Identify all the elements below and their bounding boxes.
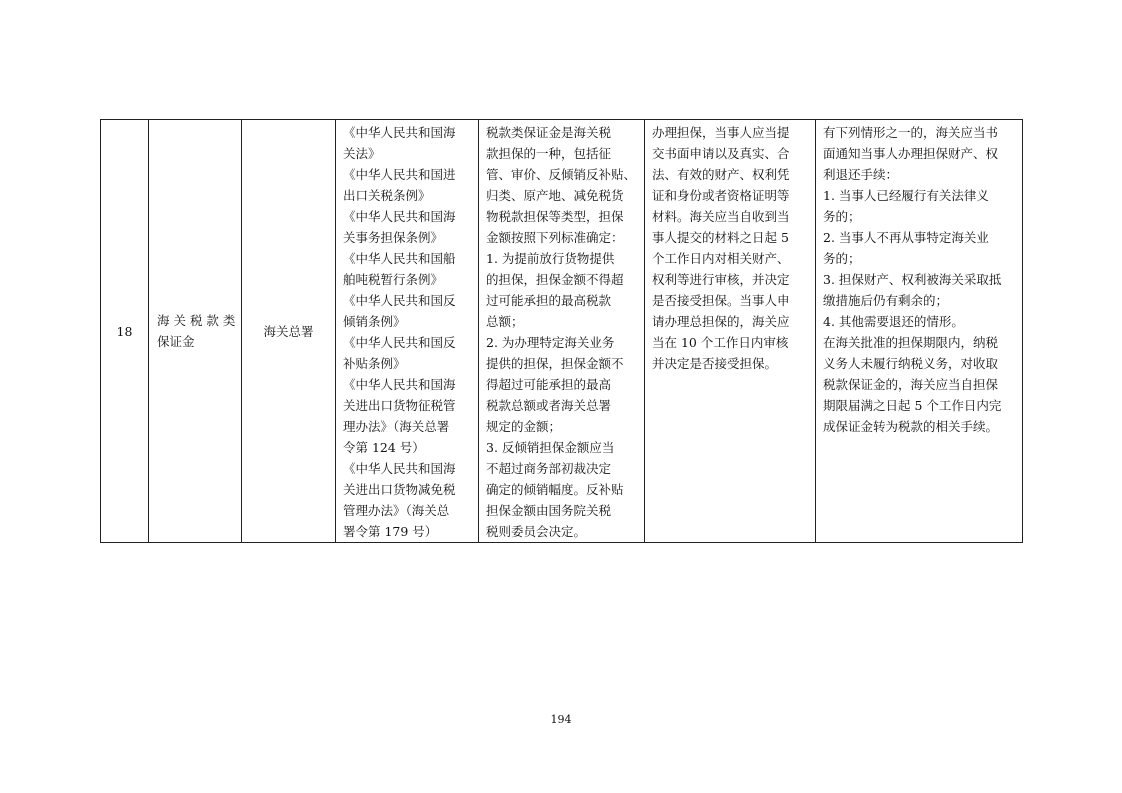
department-cell [242, 120, 336, 543]
description-line: 提供的担保，担保金额不 [486, 356, 624, 371]
refund-line: 3. 担保财产、权利被海关采取抵 [823, 272, 1002, 287]
legal-basis-line: 倾销条例》 [343, 314, 406, 329]
legal-basis-line: 《中华人民共和国海 [343, 377, 456, 392]
description-line: 款担保的一种，包括征 [486, 146, 612, 161]
fee-table [100, 119, 1023, 543]
refund-line: 税款保证金的，海关应当自担保 [823, 377, 999, 392]
description-line: 担保金额由国务院关税 [486, 503, 612, 518]
description-line: 确定的倾销幅度。反补贴 [486, 482, 624, 497]
refund-line: 2. 当事人不再从事特定海关业 [823, 230, 989, 245]
legal-basis [336, 120, 478, 542]
description-line: 不超过商务部初裁决定 [486, 461, 612, 476]
item-name-cell [149, 120, 242, 543]
procedure-line: 证和身份或者资格证明等 [652, 188, 790, 203]
description-line: 得超过可能承担的最高 [486, 377, 612, 392]
description-line: 金额按照下列标准确定： [486, 230, 624, 245]
procedure-line: 是否接受担保。当事人申 [652, 293, 790, 308]
description-line: 税款总额或者海关总署 [486, 398, 612, 413]
procedure-line: 并决定是否接受担保。 [652, 356, 778, 371]
refund-line: 在海关批准的担保期限内，纳税 [823, 335, 999, 350]
procedure-line: 交书面申请以及真实、合 [652, 146, 790, 161]
description-line: 管、审价、反倾销反补贴、 [486, 167, 637, 182]
legal-basis-line: 《中华人民共和国海 [343, 461, 456, 476]
refund-line: 期限届满之日起 5 个工作日内完 [823, 398, 1002, 413]
legal-basis-line: 出口关税条例》 [343, 188, 431, 203]
table-row [101, 120, 1023, 543]
legal-basis-line: 管理办法》（海关总 [343, 503, 450, 518]
procedure-line: 当在 10 个工作日内审核 [652, 335, 789, 350]
refund-line: 务的； [823, 251, 861, 266]
description-line: 过可能承担的最高税款 [486, 293, 612, 308]
legal-basis-line: 补贴条例》 [343, 356, 406, 371]
description-line: 3. 反倾销担保金额应当 [486, 440, 615, 455]
procedure-line: 法、有效的财产、权利凭 [652, 167, 790, 182]
description-cell [479, 120, 645, 543]
legal-basis-line: 舶吨税暂行条例》 [343, 272, 444, 287]
page-number: 194 [550, 713, 572, 726]
legal-basis-line: 关进出口货物减免税 [343, 482, 456, 497]
procedure-line: 请办理总担保的，海关应 [652, 314, 790, 329]
legal-basis-line: 《中华人民共和国反 [343, 293, 456, 308]
legal-basis-line: 关事务担保条例》 [343, 230, 444, 245]
procedure-line: 事人提交的材料之日起 5 [652, 230, 789, 245]
procedure-line: 材料。海关应当自收到当 [652, 209, 790, 224]
refund-line: 利退还手续： [823, 167, 899, 182]
description-line: 2. 为办理特定海关业务 [486, 335, 615, 350]
legal-basis-line: 理办法》（海关总署 [343, 419, 450, 434]
legal-basis-line: 关进出口货物征税管 [343, 398, 456, 413]
procedure-cell [645, 120, 816, 543]
legal-basis-line: 《中华人民共和国海 [343, 209, 456, 224]
refund-line: 面通知当事人办理担保财产、权 [823, 146, 999, 161]
row-number-cell [101, 120, 149, 543]
legal-basis-line: 《中华人民共和国进 [343, 167, 456, 182]
refund-line: 义务人未履行纳税义务，对收取 [823, 356, 999, 371]
description [479, 120, 644, 542]
department: 海关总署 [263, 323, 314, 339]
refund-line: 1. 当事人已经履行有关法律义 [823, 188, 989, 203]
description-line: 1. 为提前放行货物提供 [486, 251, 615, 266]
refund [816, 120, 1022, 437]
refund-cell [816, 120, 1023, 543]
procedure-line: 权利等进行审核，并决定 [652, 272, 790, 287]
description-line: 规定的金额； [486, 419, 562, 434]
item-name-line: 保证金 [157, 334, 195, 349]
legal-basis-line: 署令第 179 号） [343, 524, 438, 539]
legal-basis-cell [336, 120, 479, 543]
refund-line: 4. 其他需要退还的情形。 [823, 314, 964, 329]
legal-basis-line: 《中华人民共和国船 [343, 251, 456, 266]
refund-line: 务的； [823, 209, 861, 224]
legal-basis-line: 《中华人民共和国海 [343, 125, 456, 140]
legal-basis-line: 令第 124 号） [343, 440, 425, 455]
refund-line: 成保证金转为税款的相关手续。 [823, 419, 999, 434]
row-number: 18 [116, 323, 133, 339]
description-line: 的担保，担保金额不得超 [486, 272, 624, 287]
description-line: 税款类保证金是海关税 [486, 125, 612, 140]
description-line: 总额； [486, 314, 524, 329]
procedure [645, 120, 815, 374]
item-name [149, 310, 241, 352]
description-line: 物税款担保等类型，担保 [486, 209, 624, 224]
refund-line: 有下列情形之一的，海关应当书 [823, 125, 999, 140]
procedure-line: 办理担保，当事人应当提 [652, 125, 790, 140]
description-line: 税则委员会决定。 [486, 524, 587, 539]
item-name-line: 海 关 税 款 类 [157, 313, 236, 328]
legal-basis-line: 《中华人民共和国反 [343, 335, 456, 350]
legal-basis-line: 关法》 [343, 146, 381, 161]
refund-line: 缴措施后仍有剩余的； [823, 293, 949, 308]
description-line: 归类、原产地、减免税货 [486, 188, 624, 203]
procedure-line: 个工作日内对相关财产、 [652, 251, 790, 266]
